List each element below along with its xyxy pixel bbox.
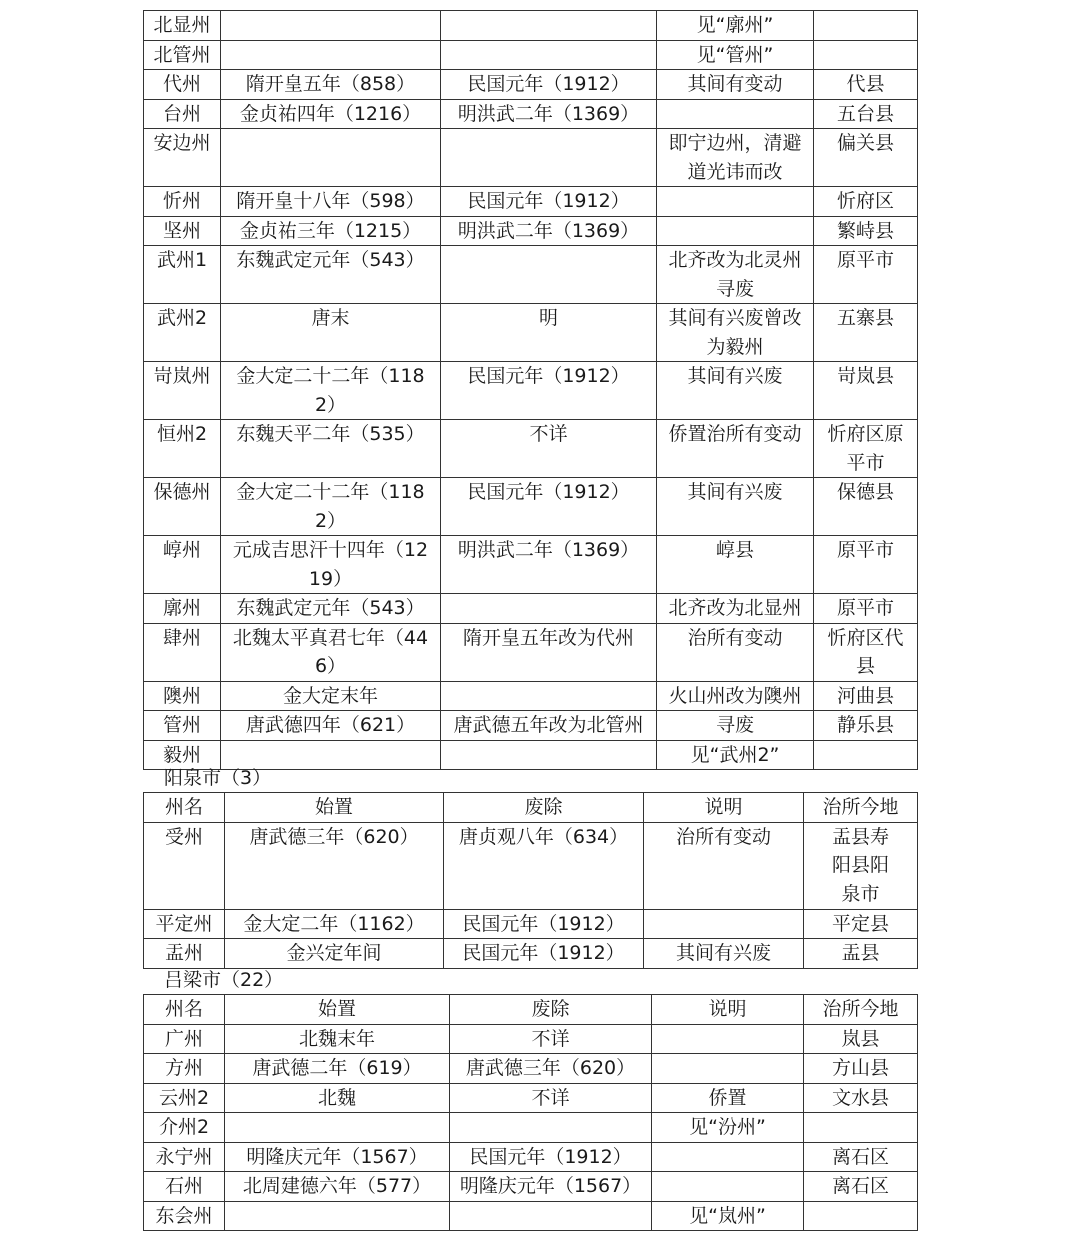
cell-end xyxy=(441,681,657,711)
cell-start: 唐武德四年（621） xyxy=(221,711,441,741)
cell-note: 其间有变动 xyxy=(657,70,814,100)
cell-name: 管州 xyxy=(144,711,221,741)
col-header-end: 废除 xyxy=(444,793,644,823)
table-row xyxy=(144,1024,918,1054)
cell-end xyxy=(450,1113,652,1143)
table-row xyxy=(144,129,918,187)
cell-note: 侨置治所有变动 xyxy=(657,420,814,478)
cell-start: 东魏武定元年（543） xyxy=(221,246,441,304)
cell-seat: 方山县 xyxy=(804,1054,918,1084)
cell-start: 隋开皇五年（858） xyxy=(221,70,441,100)
cell-seat: 文水县 xyxy=(804,1083,918,1113)
cell-name: 忻州 xyxy=(144,187,221,217)
cell-end: 明洪武二年（1369） xyxy=(441,536,657,594)
section-heading-yangquan: 阳泉市（3） xyxy=(164,767,272,789)
cell-name: 坚州 xyxy=(144,216,221,246)
col-header-end: 废除 xyxy=(450,995,652,1025)
cell-name: 武州1 xyxy=(144,246,221,304)
cell-seat xyxy=(804,1113,918,1143)
cell-name: 云州2 xyxy=(144,1083,225,1113)
table-row xyxy=(144,70,918,100)
table-row xyxy=(144,536,918,594)
cell-seat: 忻府区 xyxy=(814,187,918,217)
cell-name: 崞州 xyxy=(144,536,221,594)
cell-end: 唐武德三年（620） xyxy=(450,1054,652,1084)
cell-start: 金大定二十二年（1182） xyxy=(221,478,441,536)
cell-note xyxy=(652,1054,804,1084)
cell-end xyxy=(441,40,657,70)
cell-note: 其间有兴废 xyxy=(657,478,814,536)
col-header-seat: 治所今地 xyxy=(804,793,918,823)
cell-seat: 繁峙县 xyxy=(814,216,918,246)
cell-start: 金贞祐四年（1216） xyxy=(221,99,441,129)
cell-end: 民国元年（1912） xyxy=(450,1142,652,1172)
cell-end xyxy=(441,11,657,41)
cell-end xyxy=(441,594,657,624)
cell-end xyxy=(450,1201,652,1231)
cell-note: 崞县 xyxy=(657,536,814,594)
table-row xyxy=(144,99,918,129)
cell-seat: 忻府区代县 xyxy=(814,623,918,681)
cell-note: 见“管州” xyxy=(657,40,814,70)
cell-seat: 静乐县 xyxy=(814,711,918,741)
cell-end xyxy=(441,129,657,187)
cell-end xyxy=(441,740,657,770)
cell-end: 民国元年（1912） xyxy=(441,70,657,100)
section-heading-lvliang: 吕梁市（22） xyxy=(164,969,284,991)
cell-end: 民国元年（1912） xyxy=(444,939,644,969)
cell-note xyxy=(657,187,814,217)
cell-start xyxy=(221,129,441,187)
cell-note: 治所有变动 xyxy=(657,623,814,681)
cell-start xyxy=(221,11,441,41)
cell-end: 民国元年（1912） xyxy=(441,478,657,536)
cell-name: 安边州 xyxy=(144,129,221,187)
table-row xyxy=(144,187,918,217)
cell-end: 民国元年（1912） xyxy=(441,362,657,420)
cell-note xyxy=(652,1142,804,1172)
col-header-seat: 治所今地 xyxy=(804,995,918,1025)
cell-seat: 原平市 xyxy=(814,536,918,594)
table-row xyxy=(144,594,918,624)
cell-name: 北显州 xyxy=(144,11,221,41)
cell-seat: 偏关县 xyxy=(814,129,918,187)
cell-name: 台州 xyxy=(144,99,221,129)
cell-start: 金大定二年（1162） xyxy=(225,909,444,939)
cell-note xyxy=(652,1024,804,1054)
cell-seat xyxy=(814,11,918,41)
cell-seat: 原平市 xyxy=(814,246,918,304)
cell-name: 方州 xyxy=(144,1054,225,1084)
table-row xyxy=(144,216,918,246)
cell-note: 其间有兴废 xyxy=(644,939,804,969)
cell-start: 唐武德三年（620） xyxy=(225,822,444,909)
cell-end: 唐贞观八年（634） xyxy=(444,822,644,909)
cell-name: 平定州 xyxy=(144,909,225,939)
cell-note: 即宁边州，清避道光讳而改 xyxy=(657,129,814,187)
cell-end: 隋开皇五年改为代州 xyxy=(441,623,657,681)
table-row xyxy=(144,304,918,362)
table-row xyxy=(144,681,918,711)
cell-note: 治所有变动 xyxy=(644,822,804,909)
cell-seat: 盂县 xyxy=(804,939,918,969)
cell-seat: 平定县 xyxy=(804,909,918,939)
cell-name: 受州 xyxy=(144,822,225,909)
cell-seat: 保德县 xyxy=(814,478,918,536)
cell-start: 北魏太平真君七年（446） xyxy=(221,623,441,681)
cell-start xyxy=(225,1201,450,1231)
table-row xyxy=(144,1201,918,1231)
cell-name: 石州 xyxy=(144,1172,225,1202)
cell-name: 毅州 xyxy=(144,740,221,770)
cell-start: 东魏武定元年（543） xyxy=(221,594,441,624)
cell-name: 隩州 xyxy=(144,681,221,711)
cell-start: 金兴定年间 xyxy=(225,939,444,969)
cell-seat: 离石区 xyxy=(804,1172,918,1202)
cell-name: 代州 xyxy=(144,70,221,100)
cell-note: 北齐改为北显州 xyxy=(657,594,814,624)
table-row xyxy=(144,1054,918,1084)
cell-seat xyxy=(814,40,918,70)
cell-start: 隋开皇十八年（598） xyxy=(221,187,441,217)
cell-end: 不详 xyxy=(441,420,657,478)
cell-note xyxy=(657,216,814,246)
table-row xyxy=(144,362,918,420)
cell-seat: 离石区 xyxy=(804,1142,918,1172)
table-row xyxy=(144,623,918,681)
table-row xyxy=(144,11,918,41)
cell-seat: 忻府区原平市 xyxy=(814,420,918,478)
cell-note: 寻废 xyxy=(657,711,814,741)
table-row xyxy=(144,1083,918,1113)
cell-end: 民国元年（1912） xyxy=(444,909,644,939)
cell-note: 见“武州2” xyxy=(657,740,814,770)
cell-note: 其间有兴废 xyxy=(657,362,814,420)
cell-start: 金贞祐三年（1215） xyxy=(221,216,441,246)
table-row xyxy=(144,939,918,969)
cell-start: 北魏 xyxy=(225,1083,450,1113)
table-header-row xyxy=(144,995,918,1025)
cell-seat: 五台县 xyxy=(814,99,918,129)
cell-end xyxy=(441,246,657,304)
cell-start xyxy=(221,40,441,70)
cell-seat: 盂县寿阳县阳泉市 xyxy=(804,822,918,909)
cell-name: 武州2 xyxy=(144,304,221,362)
col-header-name: 州名 xyxy=(144,793,225,823)
cell-note: 其间有兴废曾改为毅州 xyxy=(657,304,814,362)
cell-end: 不详 xyxy=(450,1024,652,1054)
cell-end: 明 xyxy=(441,304,657,362)
cell-note: 见“廓州” xyxy=(657,11,814,41)
cell-name: 广州 xyxy=(144,1024,225,1054)
table-row xyxy=(144,478,918,536)
table-row xyxy=(144,1142,918,1172)
cell-end: 唐武德五年改为北管州 xyxy=(441,711,657,741)
cell-note xyxy=(644,909,804,939)
cell-name: 廓州 xyxy=(144,594,221,624)
table-row xyxy=(144,909,918,939)
cell-start: 北魏末年 xyxy=(225,1024,450,1054)
cell-end: 明洪武二年（1369） xyxy=(441,99,657,129)
table-lvliang xyxy=(143,994,918,1231)
table-row xyxy=(144,1172,918,1202)
table-row xyxy=(144,246,918,304)
cell-start: 北周建德六年（577） xyxy=(225,1172,450,1202)
cell-start: 唐末 xyxy=(221,304,441,362)
table-row xyxy=(144,711,918,741)
table-row xyxy=(144,822,918,909)
cell-name: 北管州 xyxy=(144,40,221,70)
table-row xyxy=(144,420,918,478)
cell-name: 介州2 xyxy=(144,1113,225,1143)
cell-note xyxy=(657,99,814,129)
cell-seat: 五寨县 xyxy=(814,304,918,362)
cell-seat: 代县 xyxy=(814,70,918,100)
cell-note: 北齐改为北灵州寻废 xyxy=(657,246,814,304)
cell-name: 恒州2 xyxy=(144,420,221,478)
cell-note: 侨置 xyxy=(652,1083,804,1113)
cell-seat: 岢岚县 xyxy=(814,362,918,420)
cell-note xyxy=(652,1172,804,1202)
cell-start: 明隆庆元年（1567） xyxy=(225,1142,450,1172)
cell-seat: 河曲县 xyxy=(814,681,918,711)
cell-start: 金大定二十二年（1182） xyxy=(221,362,441,420)
cell-start: 金大定末年 xyxy=(221,681,441,711)
col-header-note: 说明 xyxy=(652,995,804,1025)
cell-end: 明隆庆元年（1567） xyxy=(450,1172,652,1202)
cell-start xyxy=(225,1113,450,1143)
col-header-start: 始置 xyxy=(225,793,444,823)
cell-seat xyxy=(814,740,918,770)
cell-name: 盂州 xyxy=(144,939,225,969)
cell-end: 民国元年（1912） xyxy=(441,187,657,217)
cell-note: 见“岚州” xyxy=(652,1201,804,1231)
cell-seat xyxy=(804,1201,918,1231)
cell-start: 元成吉思汗十四年（1219） xyxy=(221,536,441,594)
col-header-name: 州名 xyxy=(144,995,225,1025)
cell-name: 永宁州 xyxy=(144,1142,225,1172)
cell-start: 东魏天平二年（535） xyxy=(221,420,441,478)
table-row xyxy=(144,40,918,70)
cell-end: 不详 xyxy=(450,1083,652,1113)
cell-seat: 岚县 xyxy=(804,1024,918,1054)
cell-note: 见“汾州” xyxy=(652,1113,804,1143)
col-header-start: 始置 xyxy=(225,995,450,1025)
table-row xyxy=(144,1113,918,1143)
col-header-note: 说明 xyxy=(644,793,804,823)
cell-note: 火山州改为隩州 xyxy=(657,681,814,711)
table-header-row xyxy=(144,793,918,823)
cell-name: 东会州 xyxy=(144,1201,225,1231)
cell-end: 明洪武二年（1369） xyxy=(441,216,657,246)
table-xinzhou xyxy=(143,10,918,770)
cell-start: 唐武德二年（619） xyxy=(225,1054,450,1084)
cell-name: 岢岚州 xyxy=(144,362,221,420)
cell-name: 保德州 xyxy=(144,478,221,536)
cell-seat: 原平市 xyxy=(814,594,918,624)
table-yangquan xyxy=(143,792,918,969)
cell-name: 肆州 xyxy=(144,623,221,681)
